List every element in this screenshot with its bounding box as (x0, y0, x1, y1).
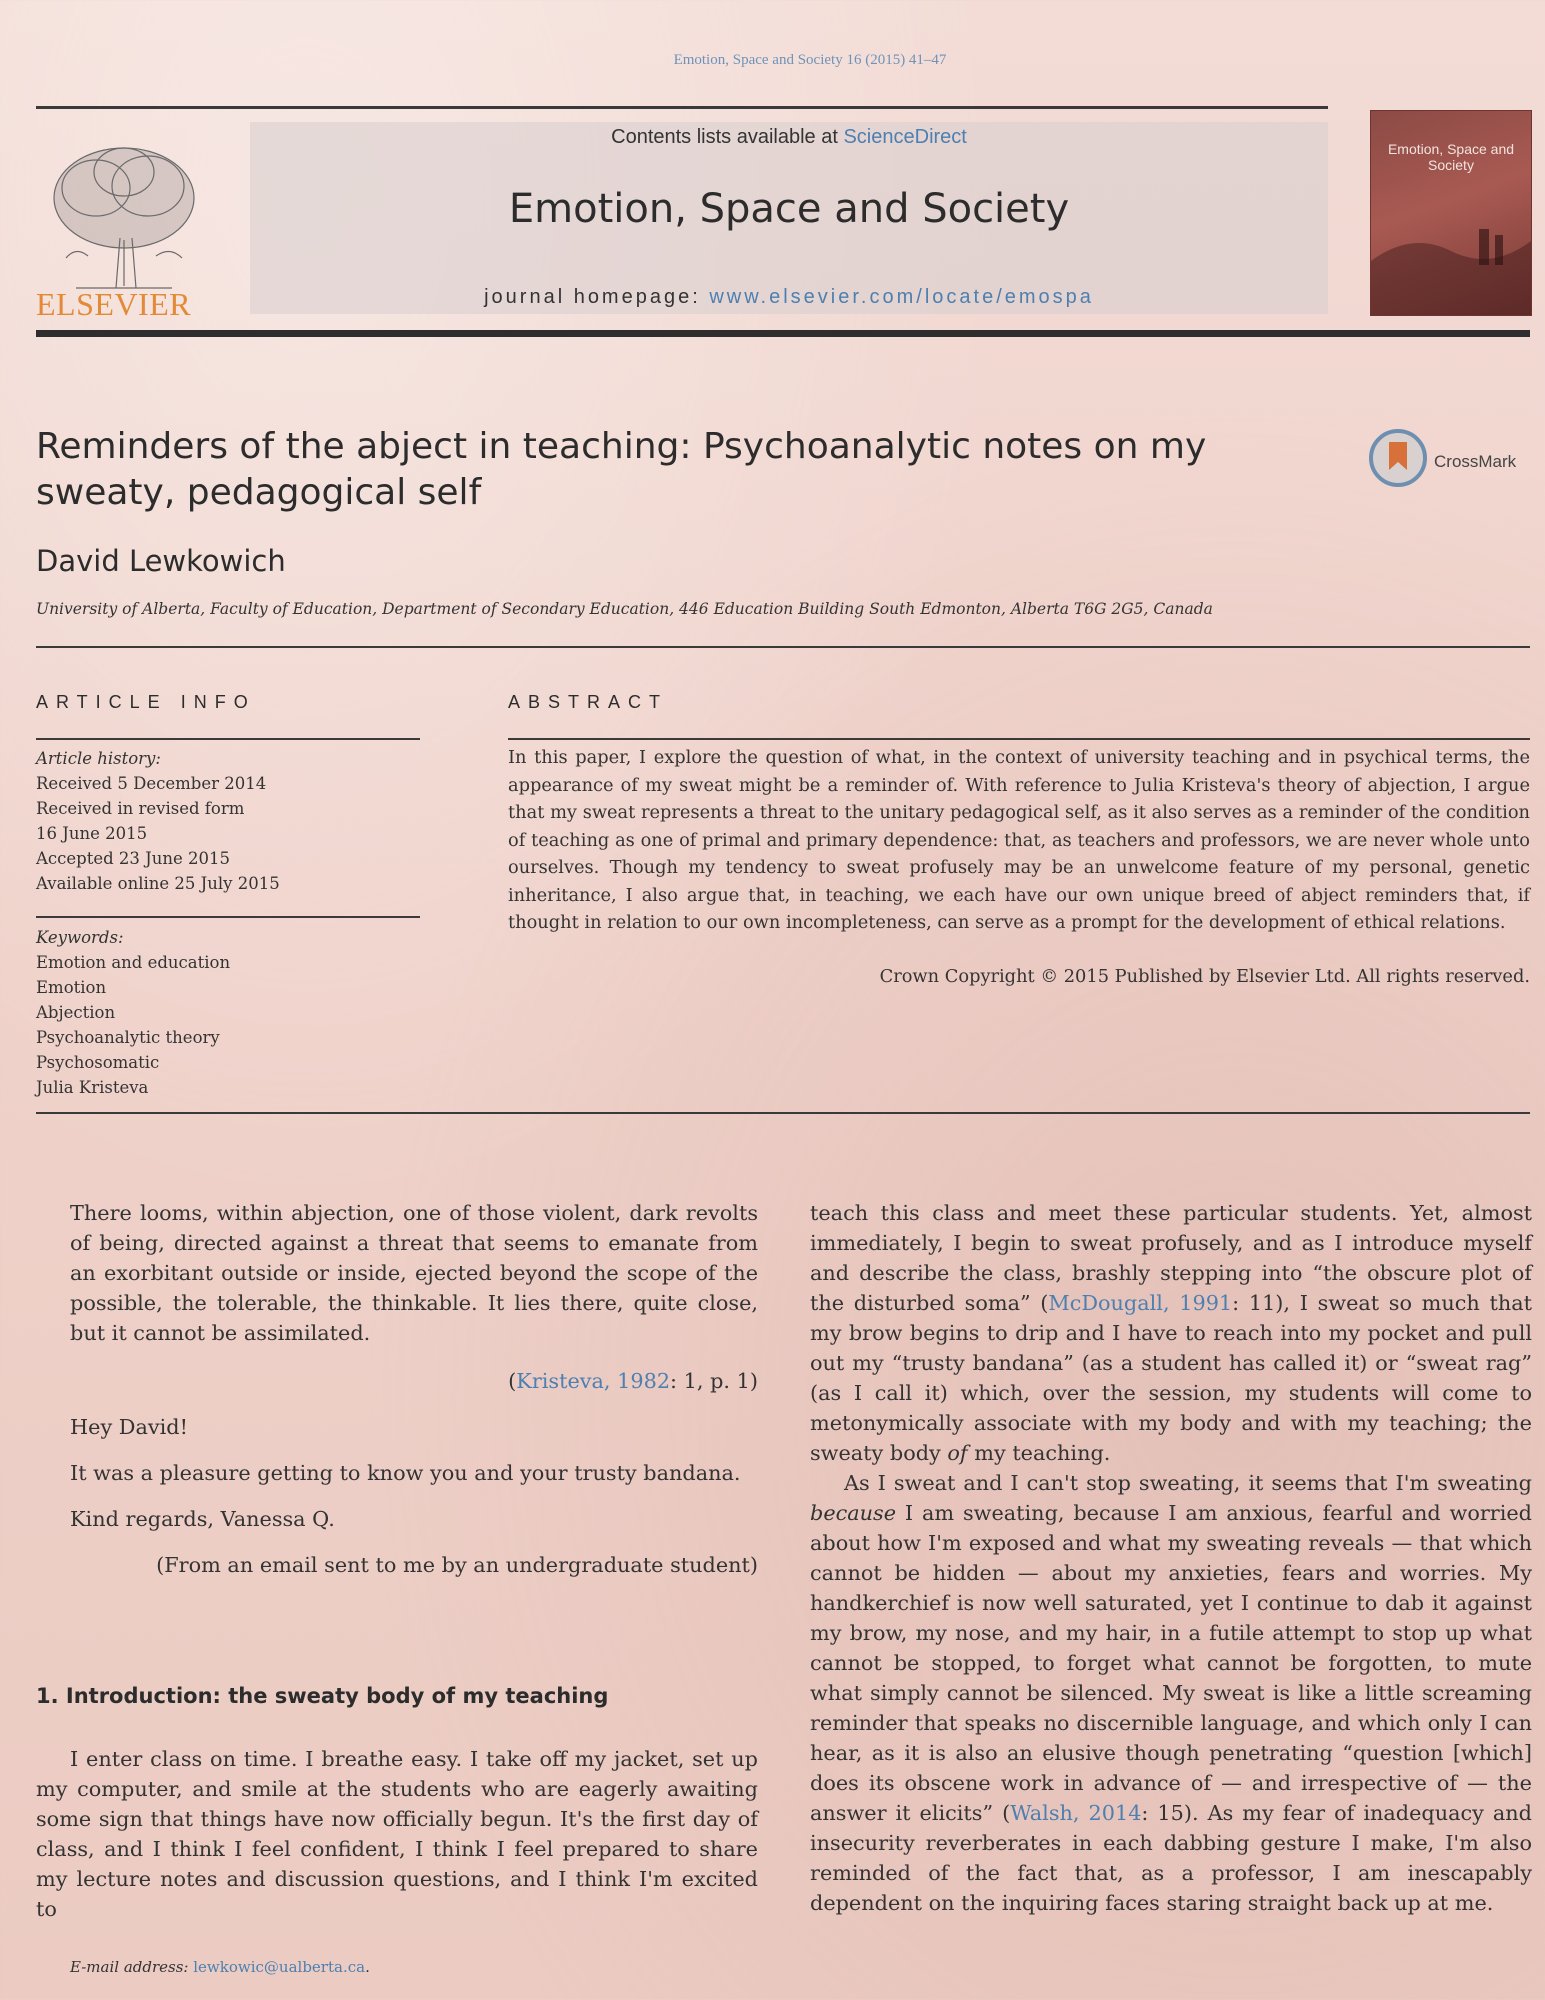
keyword-item: Emotion and education (36, 953, 231, 972)
header-rule (36, 106, 1328, 109)
author-affiliation: University of Alberta, Faculty of Education, Department of Secondary Education, 446 Education Building South Edmonton, Alberta T6G 2G5, Canada (36, 600, 1213, 618)
kristeva-citation-link[interactable]: Kristeva, 1982 (516, 1369, 671, 1393)
emphasis: of (947, 1441, 968, 1465)
keywords-label: Keywords: (36, 928, 124, 947)
walsh-citation-link[interactable]: Walsh, 2014 (1010, 1801, 1142, 1825)
article-history (36, 746, 420, 896)
emphasis: because (810, 1501, 897, 1525)
crossmark-badge[interactable] (1368, 428, 1538, 492)
cite-rest: : 1, p. 1) (670, 1369, 758, 1393)
footnote-label: E-mail address: (70, 1958, 194, 1976)
history-item: Received in revised form (36, 799, 245, 818)
sciencedirect-link[interactable]: ScienceDirect (843, 126, 967, 148)
crossmark-label: CrossMark (1434, 452, 1517, 471)
keyword-item: Emotion (36, 978, 107, 997)
abstract-rule (508, 738, 1530, 740)
journal-reference[interactable]: Emotion, Space and Society 16 (2015) 41–47 (673, 52, 947, 68)
email-greeting: Hey David! (70, 1415, 188, 1439)
email-signoff: Kind regards, Vanessa Q. (70, 1507, 335, 1531)
text-run: my teaching. (967, 1441, 1111, 1465)
text-run: I am sweating, because I am anxious, fearful and worried about how I'm exposed and what my sweating reveals — that which cannot be hidden — about my anxieties, fears and worries. My handkerchief is now well saturated, yet I continue to dab it against my brow, my nose, and my hair, in a futile attempt to stop up what cannot be stopped, to forget what cannot be forgotten, to mute what simply cannot be silenced. My sweat is like a little screaming reminder that speaks no discernible language, and which only I can hear, as it is also an elusive though penetrating “question [which] does its obscene work in advance of — and irrespective of — the answer it elicits” ( (810, 1501, 1532, 1825)
contents-line (250, 126, 1328, 149)
section-heading: 1. Introduction: the sweaty body of my teaching (36, 1684, 609, 1708)
abstract-heading: ABSTRACT (508, 692, 669, 712)
article-title: Reminders of the abject in teaching: Psychoanalytic notes on my sweaty, pedagogical self (36, 426, 1207, 513)
contents-prefix: Contents lists available at (611, 126, 844, 148)
keyword-item: Psychoanalytic theory (36, 1028, 220, 1047)
body-paragraph (810, 1468, 1532, 1918)
text-run: teach this class and meet these particular students. Yet, almost immediately, I begin to sweat profusely, and as I introduce myself and describe the class, brashly stepping into “the obscure plot of the disturbed soma” ( (810, 1201, 1532, 1315)
history-label: Article history: (36, 749, 161, 768)
journal-homepage (250, 286, 1328, 309)
footnote-end: . (365, 1958, 370, 1976)
keywords-list (36, 925, 420, 1100)
elsevier-wordmark: ELSEVIER (36, 286, 192, 322)
copyright-line: Crown Copyright © 2015 Published by Elsevier Ltd. All rights reserved. (879, 966, 1530, 987)
abstract-text: In this paper, I explore the question of what, in the context of university teaching and in psychical terms, the appearance of my sweat might be a reminder of. With reference to Julia Kristeva's theory of abjection, I argue that my sweat represents a threat to the unitary pedagogical self, as it also serves as a reminder of the condition of teaching as one of primal and primary dependence: that, as teachers and professors, we are never whole unto ourselves. Though my tendency to sweat profusely may be an unwelcome feature of my personal, genetic inheritance, I also argue that, in teaching, we each have our own unique breed of abject reminders that, if thought in relation to our own incompleteness, can serve as a prompt for the development of ethical relations. (508, 747, 1530, 933)
email-source-note: (From an email sent to me by an undergraduate student) (156, 1553, 758, 1577)
mcdougall-citation-link[interactable]: McDougall, 1991 (1048, 1291, 1233, 1315)
homepage-prefix: journal homepage: (484, 286, 710, 308)
cover-title: Emotion, Space and Society (1387, 141, 1515, 173)
intro-paragraph: I enter class on time. I breathe easy. I take off my jacket, set up my computer, and smile at the students who are eagerly awaiting some sign that things have now officially begun. It's the first day of class, and I think I feel confident, I think I feel prepared to share my lecture notes and discussion questions, and I think I'm excited to (36, 1747, 758, 1921)
right-column (810, 1198, 1532, 1918)
article-info-heading: ARTICLE INFO (36, 692, 256, 712)
cite-open: ( (508, 1369, 517, 1393)
history-item: Received 5 December 2014 (36, 774, 267, 793)
text-run: As I sweat and I can't stop sweating, it seems that I'm sweating (844, 1471, 1532, 1495)
body-paragraph (810, 1198, 1532, 1468)
text-run: : 15). As my fear of inadequacy and insecurity reverberates in each dabbing gesture I make, I'm also reminded of the fact that, as a professor, I am inescapably dependent on the inquiring faces staring straight back up at me. (810, 1801, 1532, 1915)
keyword-item: Psychosomatic (36, 1053, 160, 1072)
journal-cover-image[interactable] (1370, 110, 1532, 316)
keywords-rule (36, 916, 420, 918)
epigraph-citation (70, 1366, 758, 1396)
header-thick-rule (36, 330, 1530, 337)
footnote-email (70, 1958, 370, 1976)
author-name: David Lewkowich (36, 544, 286, 578)
text-run: : 11), I sweat so much that my brow begins to drip and I have to reach into my pocket and pull out my “trusty bandana” (as a student has called it) or “sweat rag” (as I call it) which, over the session, my students will come to metonymically associate with my body and with my teaching; the sweaty body (810, 1291, 1532, 1465)
author-email-link[interactable]: lewkowic@ualberta.ca (193, 1958, 366, 1976)
abstract-bottom-rule (36, 1112, 1530, 1114)
history-item: Available online 25 July 2015 (36, 874, 280, 893)
journal-title: Emotion, Space and Society (508, 186, 1070, 232)
history-item: Accepted 23 June 2015 (36, 849, 231, 868)
keyword-item: Abjection (36, 1003, 116, 1022)
title-rule (36, 646, 1530, 648)
homepage-link[interactable]: www.elsevier.com/locate/emospa (709, 286, 1094, 308)
cover-landscape (1371, 111, 1531, 315)
epigraph-quote: There looms, within abjection, one of those violent, dark revolts of being, directed against a threat that seems to emanate from an exorbitant outside or inside, ejected beyond the scope of the possible, the tolerable, the thinkable. It lies there, quite close, but it cannot be assimilated. (70, 1201, 758, 1345)
email-body: It was a pleasure getting to know you and your trusty bandana. (70, 1461, 741, 1485)
history-item: 16 June 2015 (36, 824, 148, 843)
keyword-item: Julia Kristeva (36, 1078, 149, 1097)
crossmark-icon (1368, 428, 1428, 488)
article-info-rule (36, 738, 420, 740)
